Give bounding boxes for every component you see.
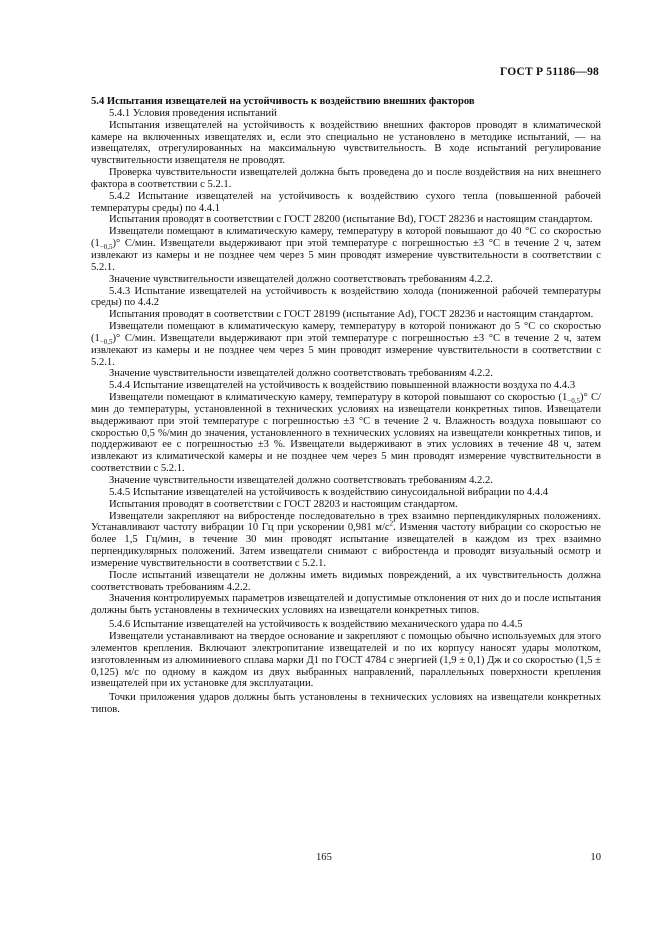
paragraph-s16: 5.4.5 Испытание извещателей на устойчивость к воздействию синусоидальной вибрации по 4.4.4 (109, 486, 549, 498)
paragraph-s9: 5.4.3 Испытание извещателей на устойчивость к воздействию холода (пониженной рабочей температуры среды) по 4.4.2 (91, 285, 601, 309)
text-fragment-b: )° С/мин. Извещатели выдерживают при этой температуре с погрешностью ±3 °С в течение 2 ч, затем извлекают из камеры и не позднее чем через 5 мин проводят измерение чувствительности в соответствии с 5.2.1. (91, 238, 601, 273)
paragraph-s23: Точки приложения ударов должны быть установлены в технических условиях на извещатели конкретных типов. (91, 692, 601, 716)
text-fragment-a: Извещатели закрепляют на вибростенде последовательно в трех взаимно перпендикулярных положениях. Устанавливают частоту вибрации 10 Гц при ускорении 0,981 м/с (91, 510, 601, 534)
text-fragment-b: . Изменяя частоту вибрации со скоростью не более 1,5 Гц/мин, в течение 30 мин проводят испытание извещателей в каждом из трех взаимно перпендикулярных положений. Затем извещатели снимают с вибростенда и проводят визуальный осмотр и измерение чувствительности в соответствии с 5.2.1. (91, 522, 601, 569)
text-fragment-sub: −0,5 (99, 243, 113, 252)
text-fragment-b: )° С/мин. Извещатели выдерживают при этой температуре с погрешностью ±3 °С в течение 2 ч, затем извлекают из камеры и не позднее чем через 5 мин проводят измерение чувствительности в соответствии с 5.2.1. (91, 332, 601, 368)
text-fragment-b: )° С/мин до температуры, установленной в технических условиях на извещатели конкретных типов. Извещатели выдерживают при этой температуре с погрешностью ±3 °С в течение 2 ч. Влажность воздуха повышают со скоростью 0,5 %/мин до значения, установленного в технических условиях на извещатели конкретных типов, и поддерживают ее с погрешностью ±3 %. Извещатели выдерживают в этих условиях в течение 48 ч, затем извлекают из климатической камеры и не позднее чем через 5 мин проводят измерение чувствительности в соответствии с 5.2.1. (91, 392, 601, 475)
paragraph-s2: 5.4.1 Условия проведения испытаний (109, 107, 277, 119)
document-header: ГОСТ Р 51186—98 (500, 66, 599, 78)
paragraph-s20: Значения контролируемых параметров извещателей и допустимые отклонения от них до и после испытания должны быть установлены в технических условиях на извещатели конкретных типов. (91, 593, 601, 617)
paragraph-s8: Значение чувствительности извещателей должно соответствовать требованиям 4.2.2. (109, 273, 493, 285)
paragraph-s11 (91, 321, 601, 368)
paragraph-s4: Проверка чувствительности извещателей должна быть проведена до и после воздействия на них внешнего фактора в соответствии с 5.2.1. (91, 167, 601, 190)
page-number: 165 (316, 852, 332, 863)
paragraph-s19: После испытаний извещатели не должны иметь видимых повреждений, а их чувствительность должна соответствовать требованиям 4.2.2. (91, 569, 601, 593)
paragraph-s14 (91, 392, 601, 475)
paragraph-s13: 5.4.4 Испытание извещателей на устойчивость к воздействию повышенной влажности воздуха по 4.4.3 (109, 380, 576, 392)
text-fragment-a: Извещатели помещают в климатическую камеру, температуру в которой понижают до 5 °С со скоростью (1 (91, 321, 601, 344)
paragraph-s21: 5.4.6 Испытание извещателей на устойчивость к воздействию механического удара по 4.4.5 (109, 619, 523, 631)
text-fragment-a: Извещатели помещают в климатическую камеру, температуру в которой повышают до 40 °С со скоростью (1 (91, 226, 601, 250)
paragraph-s7 (91, 226, 601, 273)
paragraph-s12: Значение чувствительности извещателей должно соответствовать требованиям 4.2.2. (109, 368, 493, 380)
paragraph-s6: Испытания проводят в соответствии с ГОСТ 28200 (испытание Bd), ГОСТ 28236 и настоящим стандартом. (109, 214, 593, 226)
text-fragment-sub: −0,5 (567, 397, 580, 406)
paragraph-s5: 5.4.2 Испытание извещателей на устойчивость к воздействию сухого тепла (повышенной рабочей температуры среды) по 4.4.1 (91, 190, 601, 214)
paragraph-s18 (91, 511, 601, 570)
text-fragment-sup: 2 (389, 519, 394, 528)
paragraph-s22: Извещатели устанавливают на твердое основание и закрепляют с помощью обычно используемых для этого элементов крепления. Включают электропитание извещателей и по их корпусу наносят удары молотком, изготовленным из алюминиевого сплава марки Д1 по ГОСТ 4784 с энергией (1,9 ± 0,1) Дж и со скоростью (1,5 ± 0,125) м/с по одному в каждом из двух выбранных направлений, параллельных поверхности крепления извещателей при их установке для эксплуатации. (91, 630, 601, 690)
text-fragment-sub: −0,5 (99, 337, 113, 346)
document-body (91, 96, 601, 716)
paragraph-s15: Значение чувствительности извещателей должно соответствовать требованиям 4.2.2. (109, 475, 493, 486)
paragraph-s1: 5.4 Испытания извещателей на устойчивость к воздействию внешних факторов (91, 96, 475, 107)
paragraph-s17: Испытания проводят в соответствии с ГОСТ 28203 и настоящим стандартом. (109, 498, 458, 510)
sheet-number: 10 (590, 852, 601, 863)
text-fragment-a: Извещатели помещают в климатическую камеру, температуру в которой повышают со скоростью (1 (109, 392, 568, 404)
paragraph-s10: Испытания проводят в соответствии с ГОСТ 28199 (испытание Ad), ГОСТ 28236 и настоящим стандартом. (109, 309, 594, 321)
paragraph-s3: Испытания извещателей на устойчивость к воздействию внешних факторов проводят в климатической камере на включенных извещателях и, если это специально не установлено в методике испытаний, — на извещателях, отрегулированных на максимальную чувствительность. В ходе испытаний регулирование чувствительности извещателя не проводят. (91, 119, 601, 167)
